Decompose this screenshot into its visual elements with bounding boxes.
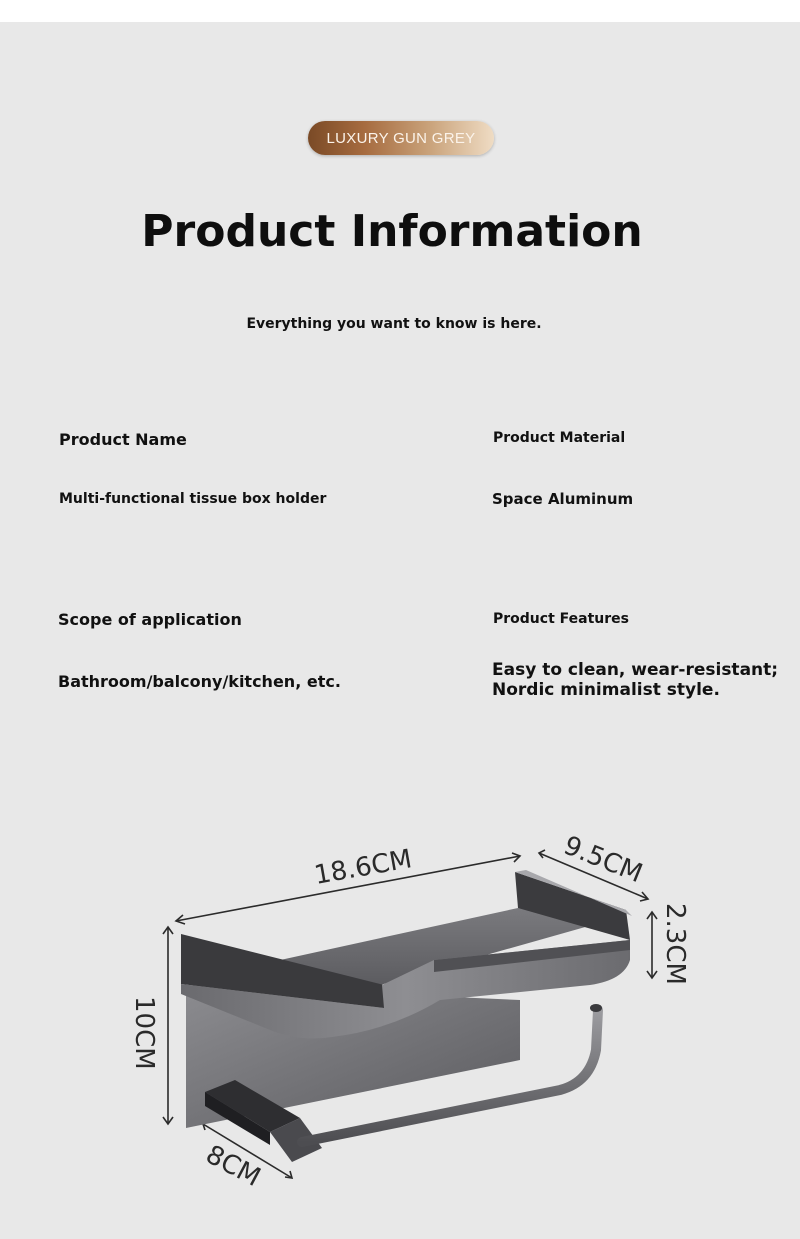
product-name-label: Product Name xyxy=(59,430,187,449)
dimension-shelf-height: 2.3CM xyxy=(660,903,690,985)
product-material-value: Space Aluminum xyxy=(492,490,634,508)
dimension-height: 10CM xyxy=(129,996,159,1070)
dimension-length: 18.6CM xyxy=(312,844,415,891)
dimension-bar: 8CM xyxy=(200,1139,266,1194)
product-material-label: Product Material xyxy=(493,430,626,446)
color-badge-label: LUXURY GUN GREY xyxy=(326,129,476,147)
holder-bar-cap xyxy=(590,1004,602,1012)
scope-label: Scope of application xyxy=(58,610,242,629)
features-line-1: Easy to clean, wear-resistant; xyxy=(492,660,779,680)
product-name-value: Multi-functional tissue box holder xyxy=(59,491,327,507)
dimension-depth: 9.5CM xyxy=(559,830,647,890)
scope-value: Bathroom/balcony/kitchen, etc. xyxy=(58,672,341,691)
page-subtitle: Everything you want to know is here. xyxy=(246,316,542,332)
features-line-2: Nordic minimalist style. xyxy=(492,680,720,700)
page-title: Product Information xyxy=(141,206,643,257)
features-label: Product Features xyxy=(493,611,629,627)
